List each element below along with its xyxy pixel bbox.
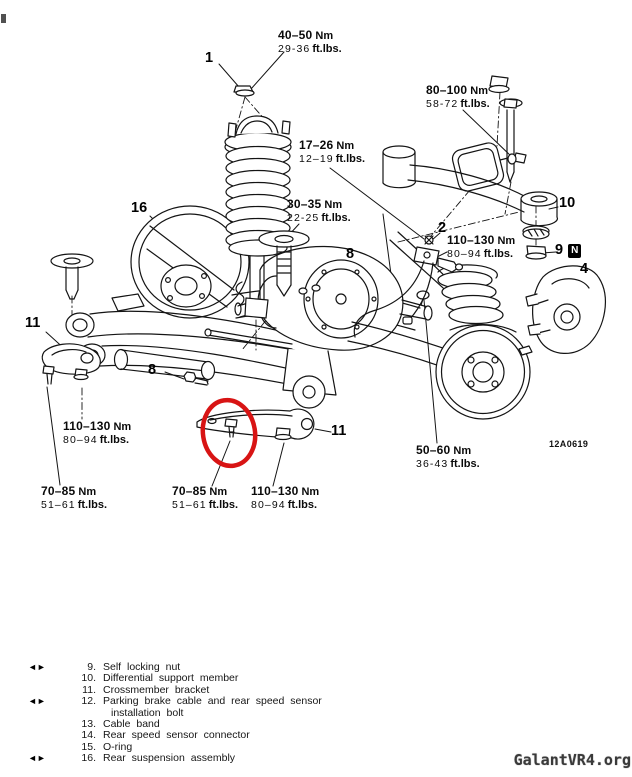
service-point-marker-icon: ◄► <box>28 662 46 672</box>
callout-number: 11 <box>25 315 41 331</box>
support-bolt-icon <box>299 288 307 294</box>
callout-number: 9 N <box>555 243 581 258</box>
service-point-marker-icon: ◄► <box>28 753 46 764</box>
torque-ftlbs-line: 51–61 ft.lbs. <box>172 499 239 511</box>
callout-number: 8 <box>148 362 157 378</box>
torque-nm-line: 40–50 Nm <box>278 28 334 42</box>
watermark: GalantVR4.org <box>513 751 631 769</box>
diagram-code: 12A0619 <box>549 439 589 449</box>
callout-number: 1 <box>205 50 214 66</box>
callout-number: 11 <box>331 423 347 439</box>
legend-number: 12. <box>81 694 96 707</box>
torque-nm-line: 110–130 Nm <box>251 484 320 498</box>
torque-ftlbs-line: 51–61 ft.lbs. <box>41 499 108 511</box>
torque-nm-line: 50–60 Nm <box>416 443 472 457</box>
legend-row <box>0 673 460 684</box>
torque-nm-line: 17–26 Nm <box>299 138 355 152</box>
torque-label <box>447 234 515 260</box>
legend-number: 14. <box>81 729 96 742</box>
legend-text-continuation: installation bolt <box>111 707 184 720</box>
legend-text: Rear suspension assembly <box>103 752 236 765</box>
legend-number: 16. <box>81 752 96 765</box>
callout-number: 10 <box>559 195 576 211</box>
torque-label <box>41 485 107 511</box>
non-reusable-part-flag: N <box>568 244 581 258</box>
crossmember-bracket-left <box>42 344 100 384</box>
legend-text: Parking brake cable and rear speed sensor <box>103 694 322 707</box>
torque-ftlbs-line: 29-36 ft.lbs. <box>278 43 342 55</box>
torque-ftlbs-line: 80–94 ft.lbs. <box>447 248 514 260</box>
torque-label <box>416 444 480 470</box>
torque-nm-line: 70–85 Nm <box>172 484 228 498</box>
legend-row <box>0 696 460 707</box>
legend-text: O-ring <box>103 740 133 753</box>
scan-artifact <box>1 14 6 23</box>
support-bolt-icon <box>312 285 320 291</box>
legend-text: Cable band <box>103 718 160 731</box>
legend-number: 11. <box>82 683 96 696</box>
legend-text: Self locking nut <box>103 661 181 673</box>
torque-ftlbs-line: 12–19 ft.lbs. <box>299 153 366 165</box>
torque-nm-line: 110–130 Nm <box>63 419 132 433</box>
torque-label <box>63 420 131 446</box>
callout-number: 2 <box>438 220 447 236</box>
brake-caliper <box>526 266 605 354</box>
service-point-marker-icon: ◄► <box>28 695 46 706</box>
torque-nm-line: 70–85 Nm <box>41 484 97 498</box>
legend-number: 9. <box>87 661 96 673</box>
torque-ftlbs-line: 58-72 ft.lbs. <box>426 98 490 110</box>
legend-number: 15. <box>81 740 96 753</box>
parts-legend <box>0 662 460 764</box>
torque-ftlbs-line: 36-43 ft.lbs. <box>416 458 480 470</box>
torque-ftlbs-line: 80–94 ft.lbs. <box>251 499 318 511</box>
torque-nm-line: 80–100 Nm <box>426 83 488 97</box>
callout-number: 8 <box>346 246 355 262</box>
legend-text: Differential support member <box>103 672 239 685</box>
torque-ftlbs-line: 22-25 ft.lbs. <box>287 212 351 224</box>
callout-number: 4 <box>580 261 589 277</box>
legend-text: Crossmember bracket <box>103 683 210 696</box>
brake-rotor <box>436 325 532 419</box>
torque-nm-line: 110–130 Nm <box>447 233 516 247</box>
torque-nm-line: 30–35 Nm <box>287 197 343 211</box>
torque-label <box>426 84 490 110</box>
circled-bolt <box>225 419 237 427</box>
torque-label <box>172 485 238 511</box>
torque-label <box>299 139 365 165</box>
legend-row <box>0 753 460 764</box>
torque-ftlbs-line: 80–94 ft.lbs. <box>63 434 130 446</box>
torque-label <box>287 198 351 224</box>
callout-number: 16 <box>131 200 148 216</box>
legend-row <box>0 730 460 741</box>
legend-number: 13. <box>81 718 96 731</box>
legend-number: 10. <box>81 672 96 685</box>
torque-label <box>278 29 342 55</box>
legend-text: Rear speed sensor connector <box>103 729 250 742</box>
torque-label <box>251 485 319 511</box>
